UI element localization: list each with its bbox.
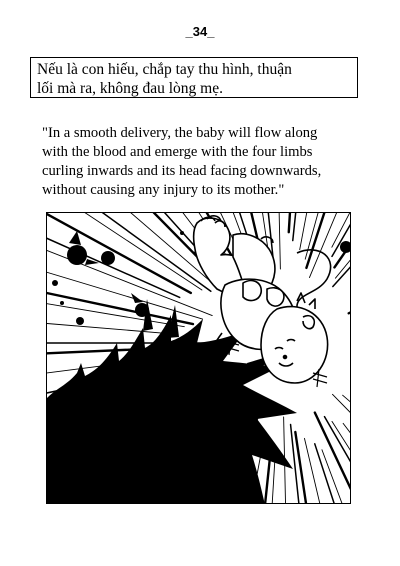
speed-line bbox=[304, 438, 351, 504]
english-caption bbox=[42, 124, 372, 200]
speed-line bbox=[289, 213, 304, 232]
speed-line bbox=[334, 213, 351, 267]
vietnamese-caption-line-2: lối mà ra, không đau lòng mẹ. bbox=[37, 80, 223, 97]
english-caption-line-2: with the blood and emerge with the four limbs bbox=[42, 144, 313, 160]
vietnamese-caption-line-1: Nếu là con hiếu, chắp tay thu hình, thuận bbox=[37, 61, 292, 78]
vietnamese-caption-box bbox=[30, 57, 358, 98]
english-caption-line-1: "In a smooth delivery, the baby will flow along bbox=[42, 125, 318, 141]
birth-illustration-panel bbox=[46, 212, 351, 504]
page-number: _34_ bbox=[185, 24, 215, 39]
speed-line bbox=[274, 213, 280, 269]
english-caption-line-3: curling inwards and its head facing downwards, bbox=[42, 163, 322, 179]
speed-line bbox=[332, 394, 351, 504]
birth-illustration bbox=[47, 213, 351, 504]
speed-line bbox=[343, 423, 351, 504]
english-caption-line-4: without causing any injury to its mother." bbox=[42, 182, 285, 198]
